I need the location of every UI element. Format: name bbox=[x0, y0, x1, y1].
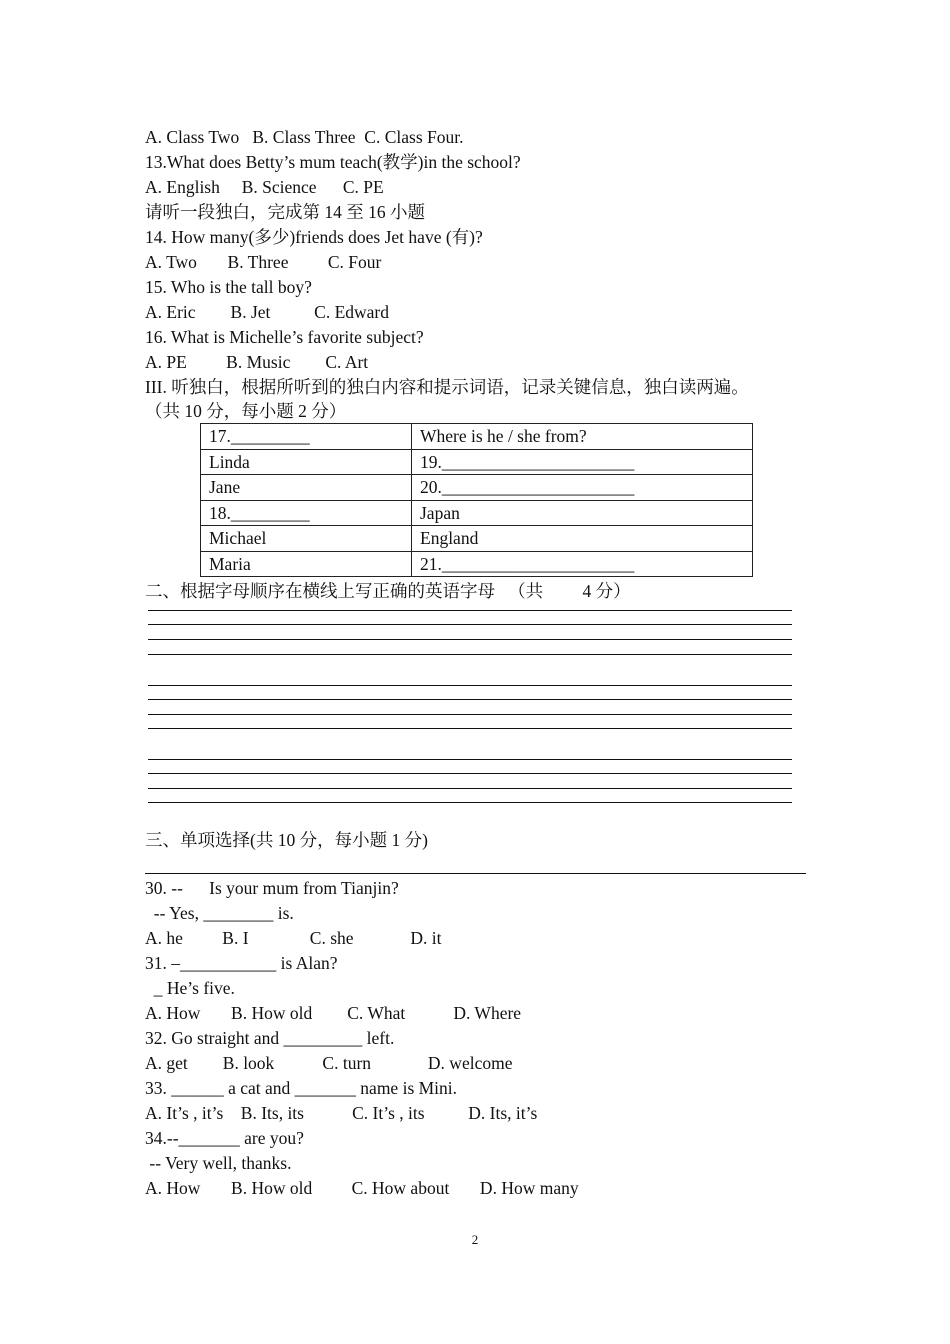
record-table bbox=[200, 423, 753, 577]
writing-line bbox=[148, 714, 792, 715]
table-cell: Jane bbox=[201, 475, 412, 501]
section-divider bbox=[145, 873, 806, 874]
writing-line bbox=[148, 788, 792, 789]
writing-line bbox=[148, 773, 792, 774]
q32-options: A. get B. look C. turn D. welcome bbox=[145, 1053, 513, 1073]
table-cell: Where is he / she from? bbox=[412, 424, 753, 450]
table-cell: Linda bbox=[201, 449, 412, 475]
q15-question: 15. Who is the tall boy? bbox=[145, 277, 312, 297]
q14-question: 14. How many(多少)friends does Jet have (有)? bbox=[145, 227, 483, 247]
writing-line bbox=[148, 685, 792, 686]
q16-question: 16. What is Michelle’s favorite subject? bbox=[145, 327, 424, 347]
section-2-title: 二、根据字母顺序在横线上写正确的英语字母 （共 4 分） bbox=[145, 581, 631, 601]
writing-line bbox=[148, 802, 792, 803]
table-row bbox=[201, 526, 753, 552]
q34-options: A. How B. How old C. How about D. How many bbox=[145, 1178, 579, 1198]
section-3-title: 三、单项选择(共 10 分，每小题 1 分) bbox=[145, 830, 428, 850]
table-row bbox=[201, 551, 753, 577]
table-cell: 17._________ bbox=[201, 424, 412, 450]
q33-options: A. It’s , it’s B. Its, its C. It’s , its D. Its, it’s bbox=[145, 1103, 538, 1123]
table-row bbox=[201, 475, 753, 501]
q31-options: A. How B. How old C. What D. Where bbox=[145, 1003, 522, 1023]
q14-options: A. Two B. Three C. Four bbox=[145, 252, 382, 272]
table-cell: Michael bbox=[201, 526, 412, 552]
q30-question: 30. -- Is your mum from Tianjin? bbox=[145, 878, 399, 898]
q30-options: A. he B. I C. she D. it bbox=[145, 928, 442, 948]
q16-options: A. PE B. Music C. Art bbox=[145, 352, 369, 372]
table-cell: Maria bbox=[201, 551, 412, 577]
writing-line bbox=[148, 639, 792, 640]
q12-options: A. Class Two B. Class Three C. Class Four. bbox=[145, 127, 464, 147]
writing-line bbox=[148, 610, 792, 611]
table-cell: 20.______________________ bbox=[412, 475, 753, 501]
q13-question: 13.What does Betty’s mum teach(教学)in the school? bbox=[145, 152, 521, 172]
table-row bbox=[201, 500, 753, 526]
writing-line bbox=[148, 654, 792, 655]
writing-line bbox=[148, 624, 792, 625]
table-row bbox=[201, 424, 753, 450]
q13-options: A. English B. Science C. PE bbox=[145, 177, 384, 197]
table-cell: England bbox=[412, 526, 753, 552]
q30-answer-line: -- Yes, ________ is. bbox=[145, 903, 294, 923]
q33-question: 33. ______ a cat and _______ name is Mini. bbox=[145, 1078, 458, 1098]
q34-answer-line: -- Very well, thanks. bbox=[145, 1153, 292, 1173]
table-cell: 19.______________________ bbox=[412, 449, 753, 475]
writing-line bbox=[148, 759, 792, 760]
writing-line bbox=[148, 728, 792, 729]
page-number: 2 bbox=[471, 1232, 479, 1247]
table-cell: 21.______________________ bbox=[412, 551, 753, 577]
q34-question: 34.--_______ are you? bbox=[145, 1128, 304, 1148]
q31-question: 31. –___________ is Alan? bbox=[145, 953, 338, 973]
table-cell: 18._________ bbox=[201, 500, 412, 526]
q32-question: 32. Go straight and _________ left. bbox=[145, 1028, 395, 1048]
table-cell: Japan bbox=[412, 500, 753, 526]
writing-line bbox=[148, 699, 792, 700]
section-iii-score: （共 10 分，每小题 2 分） bbox=[145, 401, 347, 421]
section-iii-title: III. 听独白，根据所听到的独白内容和提示词语，记录关键信息，独白读两遍。 bbox=[145, 377, 749, 397]
monologue-instruction: 请听一段独白，完成第 14 至 16 小题 bbox=[145, 202, 425, 222]
q31-answer-line: _ He’s five. bbox=[145, 978, 235, 998]
q15-options: A. Eric B. Jet C. Edward bbox=[145, 302, 389, 322]
table-row bbox=[201, 449, 753, 475]
